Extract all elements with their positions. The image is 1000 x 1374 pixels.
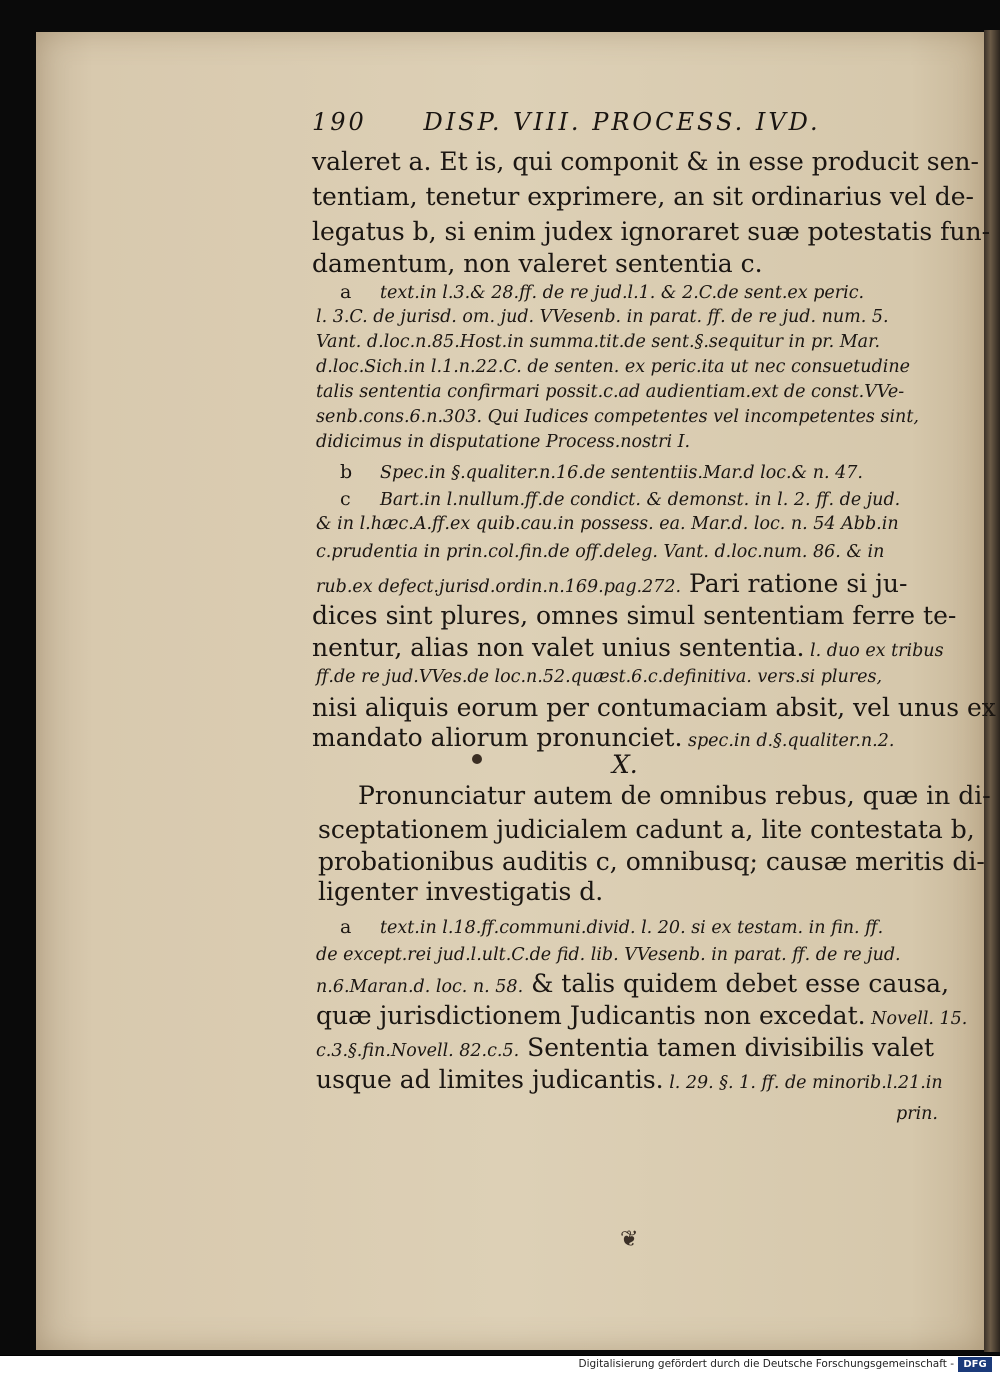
section-number: X.: [612, 750, 638, 779]
body-text: Pari ratione si ju-: [681, 569, 908, 598]
body-line: nisi aliquis eorum per contumaciam absit, vel unus ex: [312, 693, 996, 722]
footnote-letter: c: [340, 488, 351, 510]
mixed-line: [316, 998, 967, 1033]
ink-spot: [472, 754, 482, 764]
footnote-text: text.in l.18.ff.communi.divid. l. 20. si ex testam. in fin. ff.: [380, 918, 884, 938]
running-header: [312, 108, 832, 136]
citation-text: rub.ex defect.jurisd.ordin.n.169.pag.272.: [316, 577, 682, 597]
footnote-line: didicimus in disputatione Process.nostri I.: [316, 432, 691, 452]
body-line: damentum, non valeret sententia c.: [312, 249, 763, 278]
citation-text: Novell. 15.: [865, 1009, 968, 1029]
mixed-line: [316, 966, 949, 1001]
footnote-line: [340, 915, 883, 941]
body-text: Sententia tamen divisibilis valet: [519, 1033, 935, 1062]
mixed-line: [312, 630, 944, 665]
footnote-letter: a: [340, 281, 352, 303]
citation-line: prin.: [896, 1104, 938, 1124]
citation-text: l. 29. §. 1. ff. de minorib.l.21.in: [663, 1073, 943, 1093]
footnote-line: senb.cons.6.n.303. Qui Iudices competentes vel incompetentes sint,: [316, 407, 919, 427]
footnote-letter: b: [340, 461, 353, 483]
footnote-line: [340, 460, 863, 486]
footnote-line: c.prudentia in prin.col.fin.de off.deleg. Vant. d.loc.num. 86. & in: [316, 542, 885, 562]
body-text: quæ jurisdictionem Judicantis non excedat.: [316, 1001, 866, 1030]
body-text: usque ad limites judicantis.: [316, 1065, 664, 1094]
body-line: legatus b, si enim judex ignoraret suæ potestatis fun-: [312, 217, 991, 246]
footnote-line: [340, 280, 864, 306]
body-line: sceptationem judicialem cadunt a, lite contestata b,: [318, 815, 975, 844]
citation-text: n.6.Maran.d. loc. n. 58.: [316, 977, 524, 997]
footnote-line: de except.rei jud.l.ult.C.de fid. lib. VVesenb. in parat. ff. de re jud.: [316, 945, 901, 965]
footnote-text: Bart.in l.nullum.ff.de condict. & demonst. in l. 2. ff. de jud.: [380, 490, 901, 510]
citation-line: ff.de re jud.VVes.de loc.n.52.quæst.6.c.definitiva. vers.si plures,: [316, 667, 883, 687]
body-line: ligenter investigatis d.: [318, 877, 604, 906]
footer-credit: Digitalisierung gefördert durch die Deutsche Forschungsgemeinschaft -: [578, 1358, 954, 1370]
footnote-line: d.loc.Sich.in l.1.n.22.C. de senten. ex peric.ita ut nec consuetudine: [316, 357, 910, 377]
page-number: 190: [312, 108, 367, 136]
footnote-text: Spec.in §.qualiter.n.16.de sententiis.Mar.d loc.& n. 47.: [380, 463, 863, 483]
footnote-line: & in l.hæc.A.ff.ex quib.cau.in possess. ea. Mar.d. loc. n. 54 Abb.in: [316, 514, 899, 534]
body-text: nentur, alias non valet unius sententia.: [312, 633, 805, 662]
mixed-line: [316, 566, 907, 601]
body-line: valeret a. Et is, qui componit & in esse producit sen-: [312, 147, 979, 176]
citation-text: c.3.§.fin.Novell. 82.c.5.: [316, 1041, 520, 1061]
body-line: Pronunciatur autem de omnibus rebus, quæ in di-: [358, 781, 991, 810]
body-text: & talis quidem debet esse causa,: [523, 969, 950, 998]
footnote-line: [340, 487, 900, 513]
body-text: mandato aliorum pronunciet.: [312, 723, 683, 752]
mixed-line: [316, 1030, 934, 1065]
citation-text: l. duo ex tribus: [804, 641, 944, 661]
printer-ornament-icon: ❦: [620, 1227, 639, 1252]
footnote-line: talis sententia confirmari possit.c.ad audientiam.ext de const.VVe-: [316, 382, 905, 402]
citation-text: spec.in d.§.qualiter.n.2.: [682, 731, 895, 751]
mixed-line: [316, 1062, 943, 1097]
dfg-logo: DFG: [958, 1357, 992, 1372]
footnote-line: l. 3.C. de jurisd. om. jud. VVesenb. in parat. ff. de re jud. num. 5.: [316, 307, 889, 327]
mixed-line: [312, 720, 894, 755]
footnote-text: text.in l.3.& 28.ff. de re jud.l.1. & 2.C.de sent.ex peric.: [380, 283, 865, 303]
body-line: tentiam, tenetur exprimere, an sit ordinarius vel de-: [312, 182, 974, 211]
body-line: probationibus auditis c, omnibusq; causæ meritis di-: [318, 847, 985, 876]
footnote-letter: a: [340, 916, 352, 938]
body-line: dices sint plures, omnes simul sententiam ferre te-: [312, 601, 957, 630]
running-title: DISP. VIII. PROCESS. IVD.: [423, 108, 821, 136]
footnote-line: Vant. d.loc.n.85.Host.in summa.tit.de sent.§.sequitur in pr. Mar.: [316, 332, 881, 352]
